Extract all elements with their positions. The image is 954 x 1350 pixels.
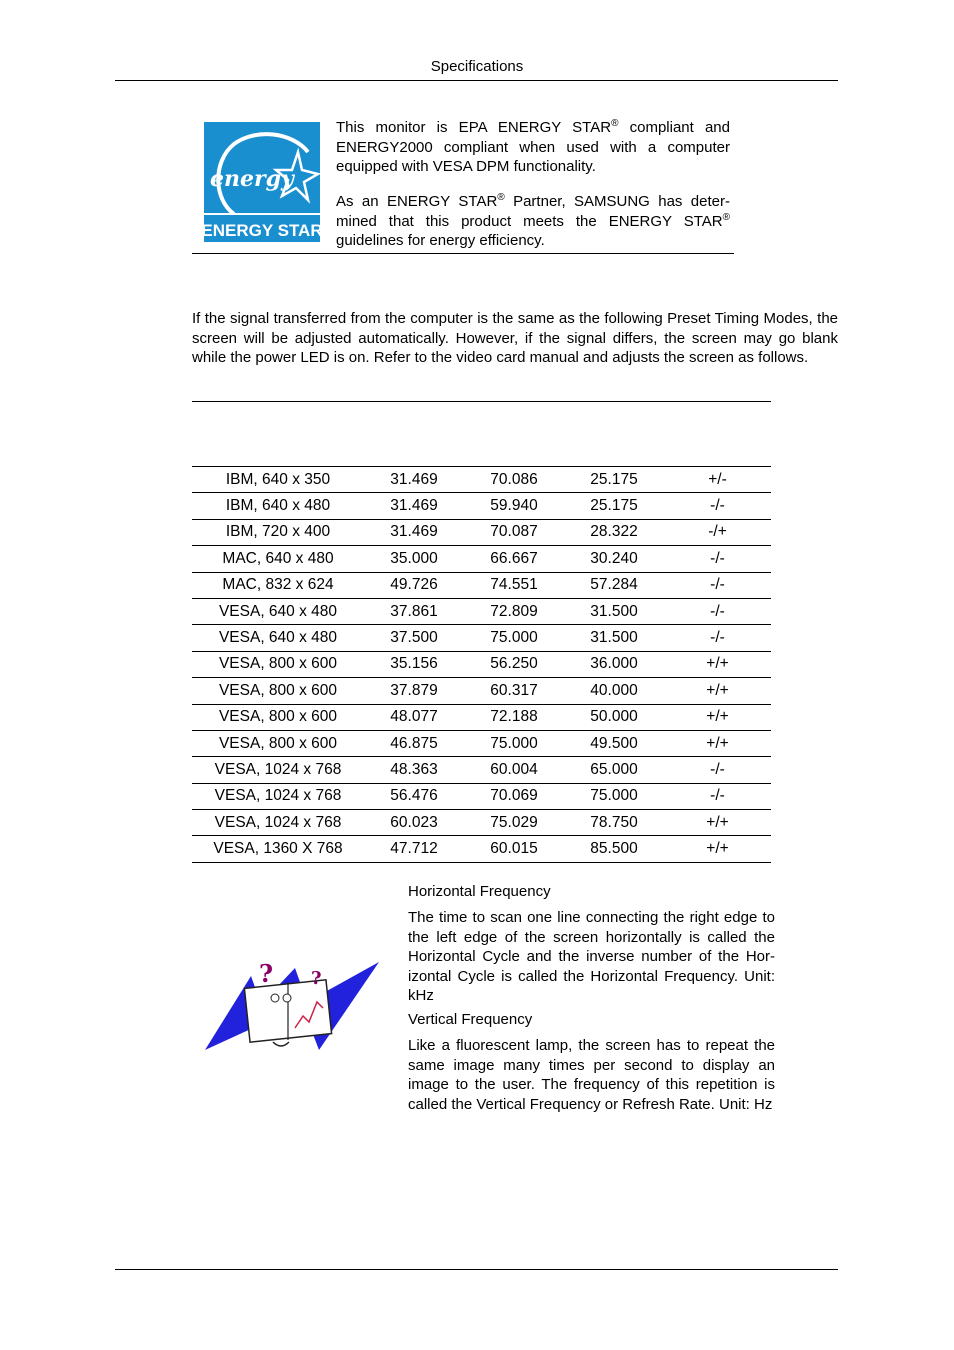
logo-wordmark: ENERGY STAR — [204, 221, 320, 240]
table-cell: 65.000 — [564, 757, 664, 783]
table-cell: 48.077 — [364, 704, 464, 730]
table-cell: IBM, 640 x 480 — [192, 493, 364, 519]
table-cell: -/- — [664, 493, 771, 519]
table-cell: VESA, 640 x 480 — [192, 625, 364, 651]
table-cell: 60.004 — [464, 757, 564, 783]
table-cell: VESA, 1024 x 768 — [192, 757, 364, 783]
table-cell: 59.940 — [464, 493, 564, 519]
horizontal-frequency-title: Horizontal Frequency — [408, 883, 551, 900]
energy-star-paragraph-2: As an ENERGY STAR® Partner, SAMSUNG has deter-mined that this product meets the ENERGY STAR® guidelines for energy efficiency. — [336, 192, 730, 249]
table-cell: +/- — [664, 467, 771, 493]
table-row — [192, 651, 771, 677]
table-cell: 37.879 — [364, 678, 464, 704]
table-row — [192, 519, 771, 545]
table-cell: 70.086 — [464, 467, 564, 493]
table-cell: 47.712 — [364, 836, 464, 862]
table-row — [192, 730, 771, 756]
table-row — [192, 810, 771, 836]
table-row — [192, 625, 771, 651]
table-cell: VESA, 800 x 600 — [192, 730, 364, 756]
table-cell: +/+ — [664, 836, 771, 862]
table-cell: +/+ — [664, 730, 771, 756]
table-cell: 57.284 — [564, 572, 664, 598]
table-cell: 50.000 — [564, 704, 664, 730]
table-cell: 75.000 — [464, 625, 564, 651]
table-cell: 30.240 — [564, 546, 664, 572]
table-cell: VESA, 1024 x 768 — [192, 810, 364, 836]
table-cell: 78.750 — [564, 810, 664, 836]
table-cell: 49.500 — [564, 730, 664, 756]
frequency-illustration — [203, 958, 381, 1052]
table-cell: 60.015 — [464, 836, 564, 862]
table-cell: 37.500 — [364, 625, 464, 651]
energy-star-logo — [204, 122, 320, 242]
table-cell: 75.000 — [564, 783, 664, 809]
table-cell: 56.250 — [464, 651, 564, 677]
table-cell: 49.726 — [364, 572, 464, 598]
table-row — [192, 757, 771, 783]
table-cell: IBM, 720 x 400 — [192, 519, 364, 545]
header-divider — [115, 80, 838, 81]
table-cell: -/- — [664, 546, 771, 572]
table-cell: -/- — [664, 572, 771, 598]
table-row — [192, 546, 771, 572]
table-cell: +/+ — [664, 810, 771, 836]
table-cell: 35.156 — [364, 651, 464, 677]
table-cell: 28.322 — [564, 519, 664, 545]
table-row — [192, 678, 771, 704]
table-cell: 36.000 — [564, 651, 664, 677]
logo-script-text: energy — [210, 166, 294, 192]
table-cell: 35.000 — [364, 546, 464, 572]
table-cell: 72.809 — [464, 598, 564, 624]
table-cell: 70.087 — [464, 519, 564, 545]
energy-star-paragraph-1: This monitor is EPA ENERGY STAR® compliant and ENERGY2000 compliant when used with a computer equipped with VESA DPM functionality. — [336, 118, 730, 175]
table-cell: VESA, 800 x 600 — [192, 678, 364, 704]
page-header-title: Specifications — [430, 58, 524, 75]
table-cell: +/+ — [664, 704, 771, 730]
table-cell: MAC, 832 x 624 — [192, 572, 364, 598]
table-cell: +/+ — [664, 651, 771, 677]
vertical-frequency-text: Like a fluorescent lamp, the screen has to repeat the same image many times per second to display an image to the user. The frequency of this repetition is called the Vertical Frequency or Refresh Rate. Unit: Hz — [408, 1037, 775, 1113]
table-cell: VESA, 1360 X 768 — [192, 836, 364, 862]
table-cell: 85.500 — [564, 836, 664, 862]
energy-star-divider — [192, 253, 734, 254]
preset-timing-intro: If the signal transferred from the computer is the same as the following Preset Timing Modes, the screen will be adjusted automatically. However, if the signal differs, the screen may go blank while the power LED is on. Refer to the video card manual and adjusts the screen as follows. — [192, 310, 838, 366]
table-cell: MAC, 640 x 480 — [192, 546, 364, 572]
question-mark-icon: ? — [259, 959, 274, 988]
preset-timing-table — [192, 466, 771, 863]
table-cell: 31.469 — [364, 519, 464, 545]
table-row — [192, 836, 771, 862]
table-cell: 46.875 — [364, 730, 464, 756]
table-cell: -/- — [664, 598, 771, 624]
table-cell: IBM, 640 x 350 — [192, 467, 364, 493]
table-cell: 75.000 — [464, 730, 564, 756]
table-cell: 75.029 — [464, 810, 564, 836]
footer-divider — [115, 1269, 838, 1270]
table-cell: -/- — [664, 757, 771, 783]
table-cell: 74.551 — [464, 572, 564, 598]
table-row — [192, 704, 771, 730]
table-cell: VESA, 800 x 600 — [192, 651, 364, 677]
table-cell: 25.175 — [564, 467, 664, 493]
table-cell: 60.023 — [364, 810, 464, 836]
table-cell: VESA, 1024 x 768 — [192, 783, 364, 809]
table-cell: 31.469 — [364, 467, 464, 493]
table-cell: 60.317 — [464, 678, 564, 704]
vertical-frequency-title: Vertical Frequency — [408, 1011, 533, 1028]
table-cell: 70.069 — [464, 783, 564, 809]
horizontal-frequency-text: The time to scan one line connecting the right edge to the left edge of the screen horizontally is called the Horizontal Cycle and the inverse number of the Hor-izontal Cycle is called the Horizontal Frequency. Unit: kHz — [408, 909, 775, 1004]
table-row — [192, 493, 771, 519]
table-cell: 72.188 — [464, 704, 564, 730]
table-cell: -/+ — [664, 519, 771, 545]
table-cell: 40.000 — [564, 678, 664, 704]
table-row — [192, 572, 771, 598]
table-cell: +/+ — [664, 678, 771, 704]
table-cell: VESA, 640 x 480 — [192, 598, 364, 624]
table-cell: 66.667 — [464, 546, 564, 572]
table-cell: -/- — [664, 783, 771, 809]
question-mark-icon: ? — [311, 968, 322, 989]
table-row — [192, 783, 771, 809]
table-cell: 37.861 — [364, 598, 464, 624]
table-cell: 25.175 — [564, 493, 664, 519]
table-cell: 31.469 — [364, 493, 464, 519]
table-row — [192, 598, 771, 624]
table-row — [192, 467, 771, 493]
table-cell: 48.363 — [364, 757, 464, 783]
table-cell: 31.500 — [564, 598, 664, 624]
table-cell: -/- — [664, 625, 771, 651]
table-cell: 56.476 — [364, 783, 464, 809]
table-cell: 31.500 — [564, 625, 664, 651]
table-cell: VESA, 800 x 600 — [192, 704, 364, 730]
table-top-divider — [192, 401, 771, 402]
